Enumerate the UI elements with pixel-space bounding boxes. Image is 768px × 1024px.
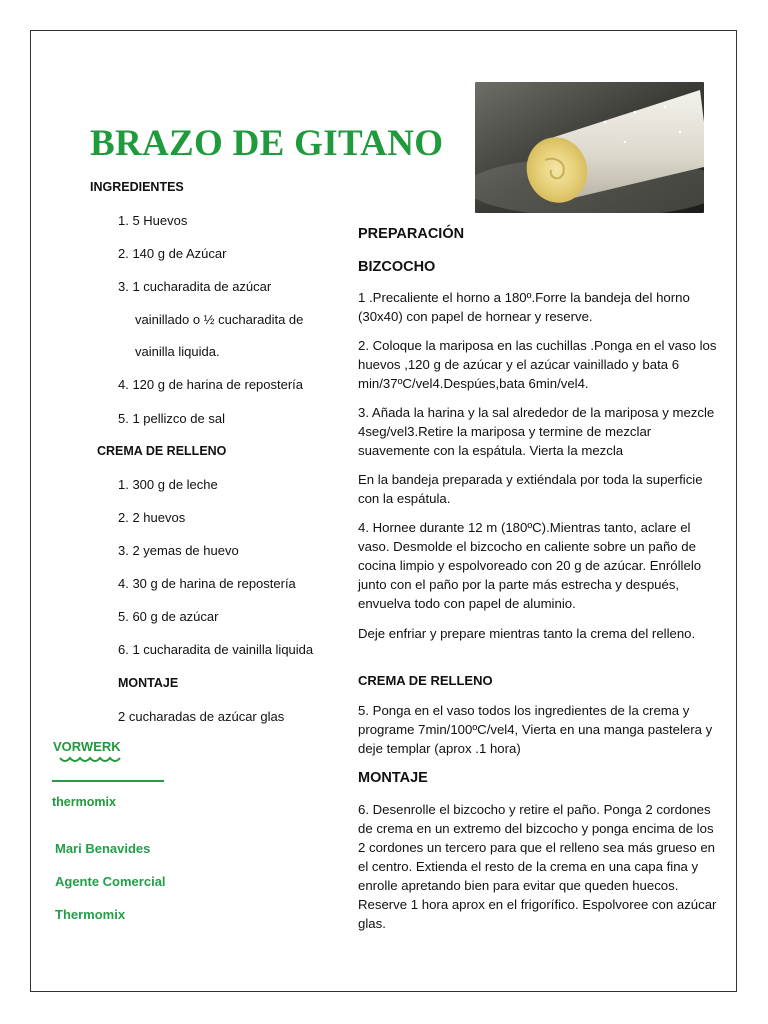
step-paragraph: 4. Hornee durante 12 m (180ºC).Mientras tanto, aclare el vaso. Desmolde el bizcocho en caliente sobre un paño de cocina limpio y espolvoreado con 20 g de azúcar. Enróllelo junto con el paño por la parte más estrecha y después, envuelva todo con papel de aluminio.: [358, 520, 702, 611]
filling-item: 4. 30 g de harina de repostería: [118, 576, 296, 591]
ingredient-item: vainillado o ½ cucharadita de: [135, 312, 304, 327]
brand-divider: [52, 780, 164, 782]
agent-role: Agente Comercial: [55, 874, 166, 889]
ingredient-item: vainilla liquida.: [135, 344, 220, 359]
filling-item: 3. 2 yemas de huevo: [118, 543, 239, 558]
filling-heading: CREMA DE RELLENO: [97, 444, 227, 458]
assembly-prep-heading: MONTAJE: [358, 770, 428, 786]
assembly-item: 2 cucharadas de azúcar glas: [118, 709, 285, 724]
filling-item: 6. 1 cucharadita de vainilla liquida: [118, 642, 314, 657]
ingredient-item: 4. 120 g de harina de repostería: [118, 377, 304, 392]
step-paragraph: En la bandeja preparada y extiéndala por toda la superficie con la espátula.: [358, 472, 703, 506]
ingredient-item: 3. 1 cucharadita de azúcar: [118, 279, 272, 294]
filling-item: 2. 2 huevos: [118, 510, 186, 525]
assembly-heading: MONTAJE: [118, 676, 179, 690]
filling-step: 5. Ponga en el vaso todos los ingredientes de la crema y programe 7min/100ºC/vel4, Vierta en una manga pastelera y deje templar (aprox .1 hora): [358, 703, 713, 756]
recipe-title: BRAZO DE GITANO: [90, 123, 444, 164]
sponge-heading: BIZCOCHO: [358, 259, 436, 275]
assembly-step: 6. Desenrolle el bizcocho y retire el paño. Ponga 2 cordones de crema en un extremo del bizcocho y ponga encima de los 2 cordones un tercero para que el relleno sea más grueso en el centro. Extienda el resto de la crema en una capa fina y enrolle apretando bien para evitar que queden huecos. Reserve 1 hora aprox en el frigorífico. Espolvoree con azúcar glas.: [358, 802, 717, 931]
ingredient-item: 1. 5 Huevos: [118, 213, 188, 228]
filling-item: 1. 300 g de leche: [118, 477, 218, 492]
step-paragraph: 2. Coloque la mariposa en las cuchillas .Ponga en el vaso los huevos ,120 g de azúcar y el azúcar vainillado y bata 6 min/37ºC/vel4.Despúes,bata 6min/vel4.: [358, 338, 717, 391]
step-paragraph: Deje enfriar y prepare mientras tanto la crema del relleno.: [358, 626, 696, 641]
ingredient-item: 5. 1 pellizco de sal: [118, 411, 225, 426]
preparation-heading: PREPARACIÓN: [358, 226, 465, 242]
agent-company: Thermomix: [55, 907, 126, 922]
filling-prep-heading: CREMA DE RELLENO: [358, 673, 493, 688]
step-paragraph: 1 .Precaliente el horno a 180º.Forre la bandeja del horno (30x40) con papel de hornear y reserve.: [358, 290, 690, 324]
vorwerk-logo: [52, 738, 126, 773]
step-paragraph: 3. Añada la harina y la sal alrededor de la mariposa y mezcle 4seg/vel3.Retire la mariposa y termine de mezclar suavemente con la espátula. Vierta la mezcla: [358, 405, 715, 458]
ingredients-heading: INGREDIENTES: [90, 180, 184, 194]
vorwerk-logo-text: VORWERK: [53, 739, 121, 754]
recipe-photo: [475, 82, 704, 213]
thermomix-logo: thermomix: [52, 795, 116, 809]
filling-item: 5. 60 g de azúcar: [118, 609, 219, 624]
ingredient-item: 2. 140 g de Azúcar: [118, 246, 227, 261]
agent-name: Mari Benavides: [55, 841, 151, 856]
